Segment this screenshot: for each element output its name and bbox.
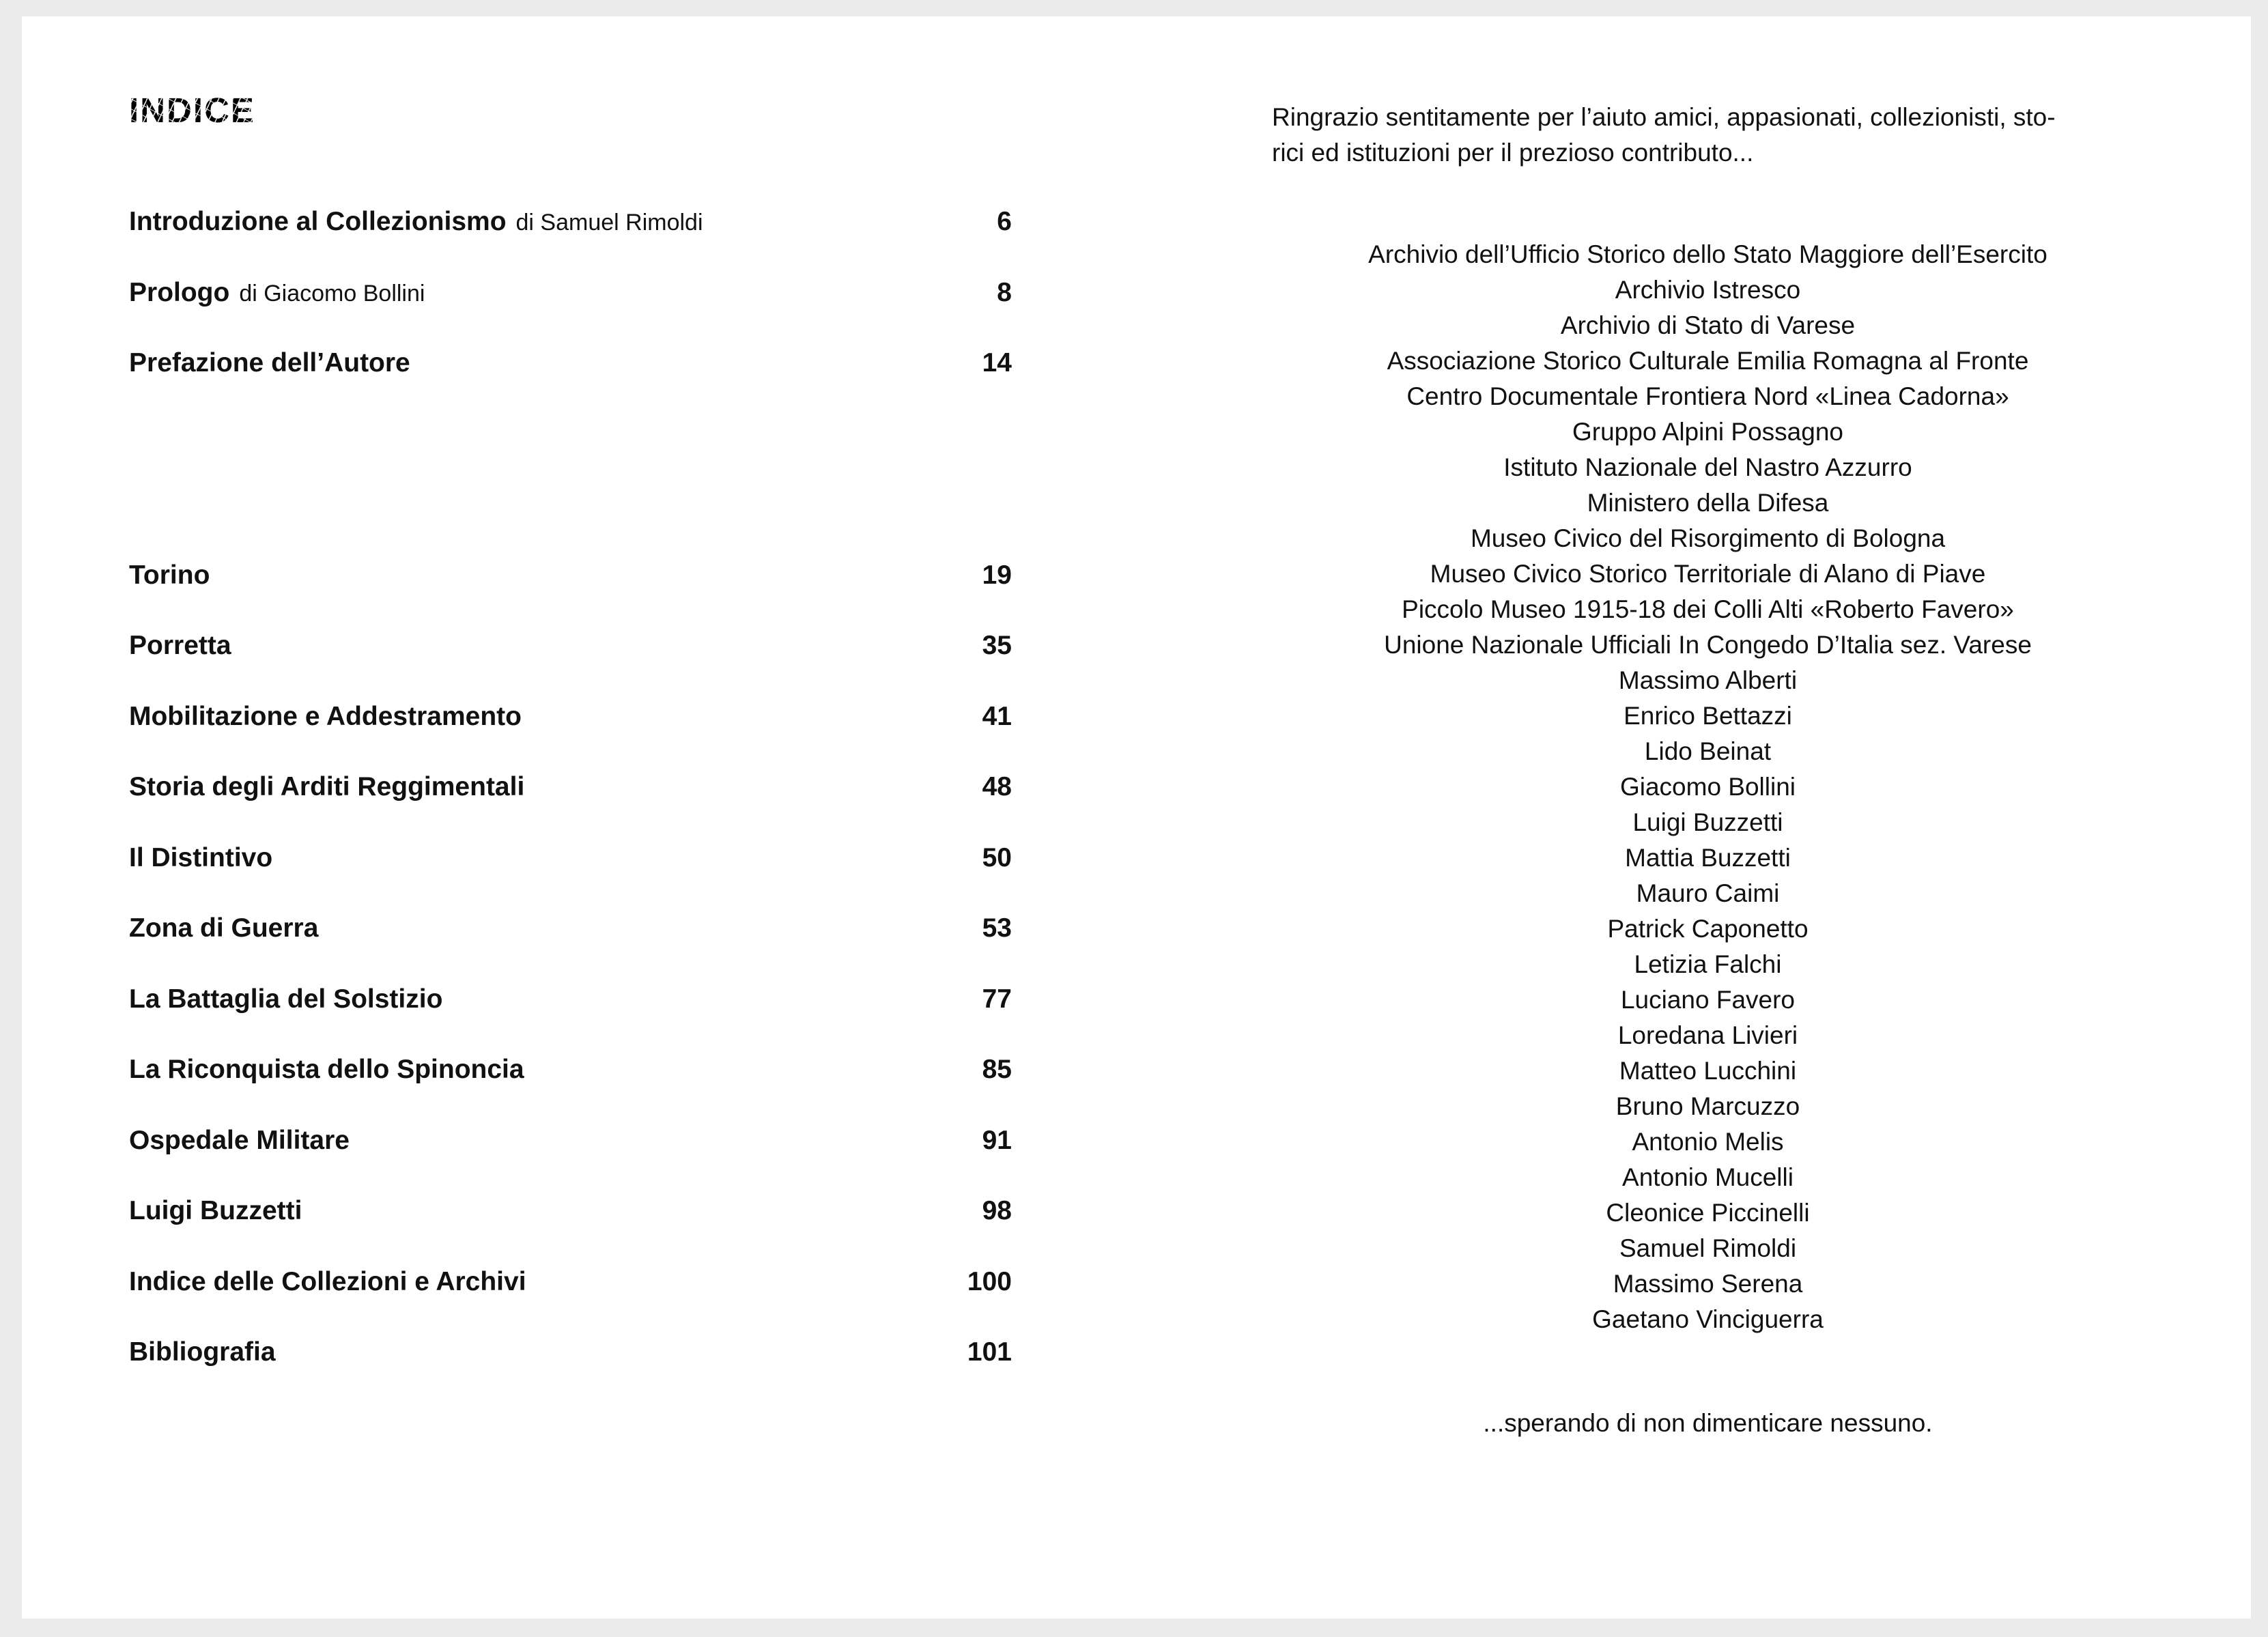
toc-entry-title: Prologo [129,278,230,307]
institution-line: Unione Nazionale Ufficiali In Congedo D’Italia sez. Varese [1384,631,2032,659]
institution-line: Piccolo Museo 1915-18 dei Colli Alti «Roberto Favero» [1402,595,2014,623]
toc-entry [129,275,1012,311]
toc-entry-page: 53 [982,913,1012,943]
person-name-line: Luigi Buzzetti [1632,808,1783,836]
person-name-line: Massimo Serena [1613,1270,1803,1298]
toc-entry [129,1193,1012,1229]
toc-entry-title: Luigi Buzzetti [129,1196,302,1225]
toc-entry-title: Bibliografia [129,1337,276,1367]
toc-entry [129,345,1012,381]
acknowledgments-intro-line1: Ringrazio sentitamente per l’aiuto amici, appasionati, collezionisti, sto- [1272,103,2056,131]
institution-line: Associazione Storico Culturale Emilia Romagna al Fronte [1387,347,2029,375]
page-title: INDICE [129,91,255,130]
institution-line: Museo Civico del Risorgimento di Bologna [1470,524,1946,552]
toc-entry [129,911,1012,946]
toc-entry-page: 48 [982,772,1012,801]
toc-entry [129,558,1012,593]
toc-entry-page: 6 [997,207,1012,236]
person-name-line: Loredana Livieri [1617,1021,1798,1049]
person-name-line: Cleonice Piccinelli [1606,1199,1810,1227]
toc-entry-title: Torino [129,560,210,590]
toc-entry-page: 77 [982,984,1012,1014]
toc-entry-page: 14 [982,348,1012,378]
toc-entry-title: Porretta [129,631,231,660]
toc-entry-page: 98 [982,1196,1012,1225]
toc-entry-page: 100 [967,1267,1012,1296]
toc-entry-page: 35 [982,631,1012,660]
toc-entry-author: di Giacomo Bollini [239,281,425,307]
toc-entry [129,699,1012,735]
toc-entry [129,1264,1012,1300]
person-name-line: Antonio Mucelli [1622,1163,1794,1191]
person-name-line: Bruno Marcuzzo [1615,1092,1800,1120]
person-name-line: Antonio Melis [1632,1128,1784,1156]
acknowledgments-intro-line2: rici ed istituzioni per il prezioso contributo... [1272,139,1754,167]
toc-entry [129,982,1012,1017]
acknowledgments-list [1272,237,2144,1337]
toc-entry-title: Ospedale Militare [129,1126,350,1155]
person-name-line: Patrick Caponetto [1607,915,1809,943]
institution-line: Istituto Nazionale del Nastro Azzurro [1503,453,1912,481]
person-name-line: Mauro Caimi [1636,879,1780,907]
toc-entry-page: 19 [982,560,1012,590]
toc-entry-author: di Samuel Rimoldi [515,210,703,236]
toc-entry [129,1123,1012,1158]
person-name-line: Giacomo Bollini [1619,773,1796,801]
person-name-line: Luciano Favero [1620,986,1796,1014]
toc-entry [129,769,1012,805]
acknowledgments-intro [1272,100,2056,171]
institution-line: Centro Documentale Frontiera Nord «Linea Cadorna» [1406,382,2009,410]
acknowledgments-section [1272,16,2144,1619]
person-name-line: Gaetano Vinciguerra [1592,1305,1824,1333]
toc-entry-page: 41 [982,702,1012,731]
toc-entry-title: Storia degli Arditi Reggimentali [129,772,525,801]
toc-entry-title: La Riconquista dello Spinoncia [129,1055,524,1084]
toc-entry-title: Introduzione al Collezionismo [129,207,507,236]
institution-line: Museo Civico Storico Territoriale di Alano di Piave [1430,560,1986,588]
toc-entry [129,1052,1012,1087]
toc-entry [129,1335,1012,1370]
toc-entry-page: 101 [967,1337,1012,1367]
toc-entry-title: Il Distintivo [129,843,273,872]
acknowledgments-closing: ...sperando di non dimenticare nessuno. [1483,1409,1933,1437]
person-name-line: Massimo Alberti [1618,666,1798,694]
toc-entry [129,204,1012,240]
table-of-contents [129,16,1012,1619]
person-name-line: Lido Beinat [1644,737,1772,765]
document-page [22,16,2251,1619]
institution-line: Archivio dell’Ufficio Storico dello Stato Maggiore dell’Esercito [1368,240,2047,268]
institution-line: Gruppo Alpini Possagno [1572,418,1843,446]
toc-entry-title: La Battaglia del Solstizio [129,984,443,1014]
person-name-line: Matteo Lucchini [1619,1057,1797,1085]
toc-entry-title: Zona di Guerra [129,913,319,943]
toc-entry-page: 50 [982,843,1012,872]
toc-entry-page: 85 [982,1055,1012,1084]
toc-entry [129,840,1012,876]
toc-entry-title: Prefazione dell’Autore [129,348,410,378]
institution-line: Archivio di Stato di Varese [1560,311,1856,339]
person-name-line: Letizia Falchi [1634,950,1782,978]
institution-line: Archivio Istresco [1615,276,1801,304]
person-name-line: Samuel Rimoldi [1619,1234,1797,1262]
person-name-line: Mattia Buzzetti [1625,844,1791,872]
toc-entry-page: 91 [982,1126,1012,1155]
toc-entry-page: 8 [997,278,1012,307]
institution-line: Ministero della Difesa [1587,489,1829,517]
toc-entry [129,628,1012,664]
toc-entry-title: Mobilitazione e Addestramento [129,702,522,731]
toc-entry-title: Indice delle Collezioni e Archivi [129,1267,526,1296]
person-name-line: Enrico Bettazzi [1624,702,1792,730]
